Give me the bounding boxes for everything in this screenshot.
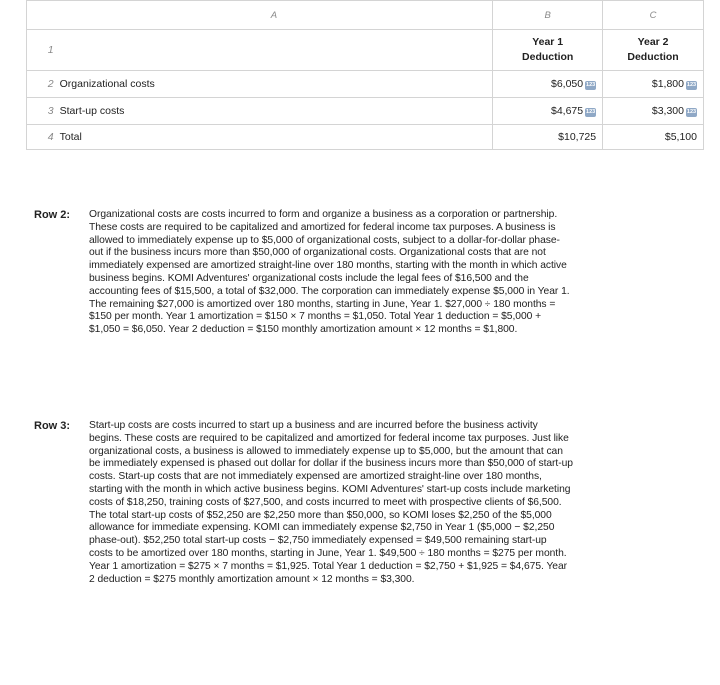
spreadsheet-table (26, 0, 704, 150)
calculator-icon[interactable]: 123 (586, 109, 596, 115)
cell-value: $6,050 (550, 78, 584, 90)
table-row (27, 125, 704, 150)
cell-year1[interactable] (493, 98, 603, 125)
note-label: Row 2: (34, 209, 71, 221)
corner-cell (27, 1, 56, 30)
note-text: Organizational costs are costs incurred to form and organize a business as a corporation or partnership. These costs are required to be capitalized and amortized for federal income tax purposes. A business is allowed to immediately expense up to $5,000 of organizational costs, subject to a dollar-for-dollar phase-out if the business incurs more than $50,000 of organizational costs. Organizational costs that are not immediately expensed are amortized straight-line over 180 months, starting with the month in which active business begins. KOMI Adventures' organizational costs include the legal fees of $16,500 and the accounting fees of $15,500, a total of $32,000. The corporation can immediately expense $5,000 in Year 1. The remaining $27,000 is amortized over 180 months, starting in June, Year 1. $27,000 ÷ 180 months = $150 per month. Year 1 amortization = $150 × 7 months = $1,050. Total Year 1 deduction = $5,000 + $1,050 = $6,050. Year 2 deduction = $150 monthly amortization amount × 12 months = $1,800. (89, 209, 570, 336)
note-text: Start-up costs are costs incurred to start up a business and are incurred before the business activity begins. These costs are required to be capitalized and amortized for federal income tax purposes. Just like organizational costs, a business is allowed to immediately expense up to $5,000, but the amount that can be immediately expensed is phased out dollar for dollar if the business incurs more than $50,000 of start-up costs. Start-up costs that are not immediately expensed are amortized straight-line over 180 months, starting with the month in which active business begins. KOMI Adventures' start-up costs include marketing costs of $18,250, training costs of $27,500, and costs incurred to meet with prospective clients of $6,500. The total start-up costs of $52,250 are $2,250 more than $50,000, so KOMI loses $2,250 of the $5,000 allowance for immediate expensing. KOMI can immediately expense $2,750 in Year 1 ($5,000 − $2,250 phase-out). $52,250 total start-up costs − $2,750 immediately expensed = $49,500 remaining start-up costs to be amortized over 180 months, starting in June, Year 1. $49,500 ÷ 180 months = $275 per month. Year 1 amortization = $275 × 7 months = $1,925. Total Year 1 deduction = $2,750 + $1,925 = $4,675. Year 2 deduction = $275 monthly amortization amount × 12 months = $3,300. (89, 420, 573, 585)
year2-header-label: Year 2 Deduction (627, 35, 679, 63)
cell-year1-header[interactable] (493, 30, 603, 71)
row-number: 1 (27, 30, 56, 71)
cell-value: $3,300 (651, 105, 684, 117)
cell-year2[interactable] (603, 71, 704, 98)
cell-year1[interactable] (493, 125, 603, 150)
cell-year2[interactable] (603, 98, 704, 125)
cell-a1[interactable] (56, 30, 493, 71)
cell-label[interactable]: Total (56, 125, 493, 150)
cell-value: $5,100 (664, 131, 697, 143)
calculator-icon[interactable]: 123 (686, 82, 697, 88)
column-header-c[interactable]: C (603, 1, 704, 30)
row-number: 2 (27, 71, 56, 98)
calculator-icon[interactable]: 123 (686, 109, 697, 115)
cell-value: $1,800 (651, 78, 684, 90)
row-number: 4 (27, 125, 56, 150)
cell-value: $4,675 (550, 105, 584, 117)
row-number: 3 (27, 98, 56, 125)
calculator-icon[interactable]: 123 (586, 82, 596, 88)
year1-header-label: Year 1 Deduction (522, 35, 574, 63)
cell-year2[interactable] (603, 125, 704, 150)
cell-year2-header[interactable] (603, 30, 704, 71)
note-label: Row 3: (34, 420, 71, 432)
column-header-a[interactable]: A (56, 1, 493, 30)
table-row (27, 30, 704, 71)
table-row (27, 71, 704, 98)
column-header-b[interactable]: B (493, 1, 603, 30)
cell-label[interactable]: Organizational costs (56, 71, 493, 98)
cell-label[interactable]: Start-up costs (56, 98, 493, 125)
column-header-row (27, 1, 704, 30)
table-row (27, 98, 704, 125)
cell-value: $10,725 (558, 131, 597, 143)
cell-year1[interactable] (493, 71, 603, 98)
